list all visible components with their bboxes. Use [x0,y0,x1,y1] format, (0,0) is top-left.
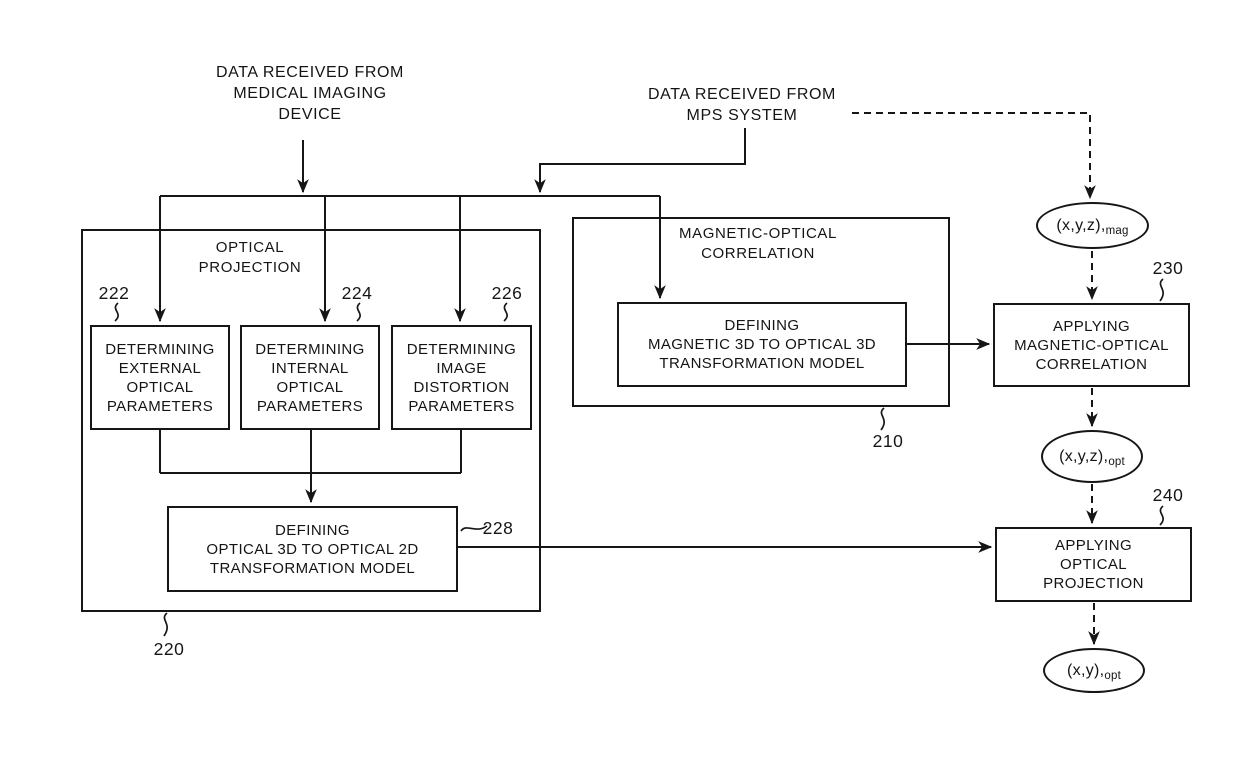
box-defining-magnetic-3d-to-optical-3d [617,302,907,387]
box-defining-optical-text: DEFINING OPTICAL 3D TO OPTICAL 2D TRANSFORMATION MODEL [206,521,419,577]
box-applying-magnetic-optical-correlation [993,303,1190,387]
leader-220 [164,613,167,636]
node-xyz-opt [1041,430,1143,483]
node-xyz-mag-main: (x,y,z), [1056,216,1106,234]
arrow-mps-to-bus [540,128,745,192]
ref-210: 210 [872,431,904,451]
group-title-magnetic-optical-correlation: MAGNETIC-OPTICAL CORRELATION [679,225,837,262]
ref-226: 226 [491,283,523,303]
leader-240 [1160,506,1163,525]
leader-210 [881,408,884,430]
box-determining-external-text: DETERMINING EXTERNAL OPTICAL PARAMETERS [105,340,215,415]
node-xy-opt [1043,648,1145,693]
box-defining-magnetic-text: DEFINING MAGNETIC 3D TO OPTICAL 3D TRANSFORMATION MODEL [647,317,877,372]
node-xyz-mag-sub: mag [1105,224,1129,237]
box-defining-optical-3d-to-2d [167,506,458,592]
box-applying-projection-text: APPLYING OPTICAL PROJECTION [1043,537,1144,592]
box-applying-correlation-text: APPLYING MAGNETIC-OPTICAL CORRELATION [1014,317,1169,373]
node-xyz-opt-sub: opt [1108,455,1125,468]
box-determining-internal-text: DETERMINING INTERNAL OPTICAL PARAMETERS [255,340,365,415]
dashed-arrow-mps-to-xyz-mag [852,113,1090,198]
node-xyz-opt-main: (x,y,z), [1059,447,1109,465]
ref-224: 224 [341,283,373,303]
node-xy-opt-sub: opt [1104,669,1121,682]
ref-240: 240 [1152,485,1184,505]
node-xyz-mag [1036,202,1149,249]
box-applying-optical-projection [995,527,1192,602]
box-determining-distortion-text: DETERMINING IMAGE DISTORTION PARAMETERS [406,340,517,415]
box-determining-image-distortion-parameters [391,325,532,430]
leader-230 [1160,279,1163,301]
box-determining-external-optical-parameters [90,325,230,430]
box-determining-internal-optical-parameters [240,325,380,430]
ref-228: 228 [482,518,514,538]
ref-230: 230 [1152,258,1184,278]
ref-220: 220 [153,639,185,659]
node-xy-opt-main: (x,y), [1067,661,1105,679]
group-title-optical-projection: OPTICAL PROJECTION [198,239,302,276]
ref-222: 222 [98,283,130,303]
source-label-imaging-device: DATA RECEIVED FROM MEDICAL IMAGING DEVICE [215,64,404,123]
source-label-mps-system: DATA RECEIVED FROM MPS SYSTEM [647,86,836,124]
